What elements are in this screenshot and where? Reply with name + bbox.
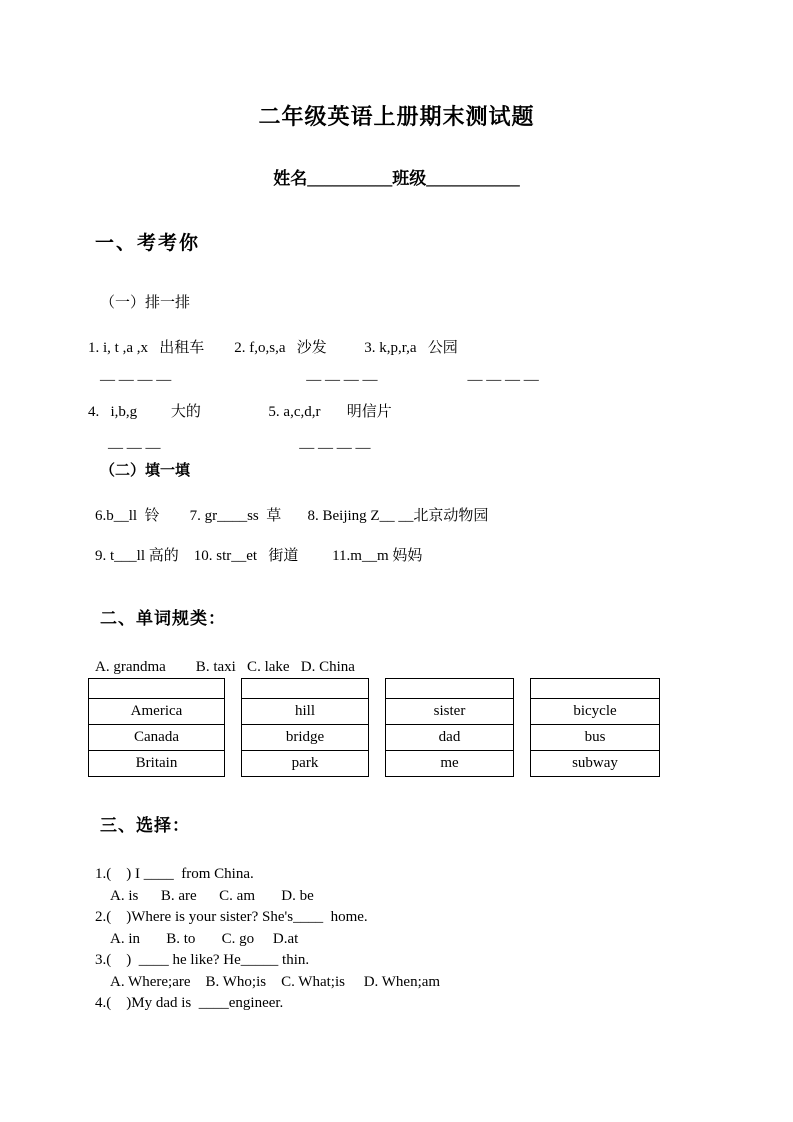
fill-in-line1: 6.b__ll 铃 7. gr____ss 草 8. Beijing Z__ __北京动物园 xyxy=(95,508,489,524)
name-class-line: 姓名__________班级___________ xyxy=(273,169,520,188)
word-cell: America xyxy=(89,699,225,725)
section1-sub2-heading: （二）填一填 xyxy=(100,463,191,479)
classification-tables xyxy=(88,678,660,777)
word-cell: bicycle xyxy=(531,699,660,725)
answer-cell xyxy=(89,679,225,699)
question-4: 4.( )My dad is ____engineer. xyxy=(95,995,284,1011)
word-cell: Britain xyxy=(89,751,225,777)
question-3: 3.( ) ____ he like? He_____ thin. xyxy=(95,952,310,968)
answer-dashes-line2: — — — — — — — xyxy=(108,440,371,456)
arrange-items-line1: 1. i, t ,a ,x 出租车 2. f,o,s,a 沙发 3. k,p,r,a 公园 xyxy=(88,340,458,356)
word-cell: subway xyxy=(531,751,660,777)
doc-title: 二年级英语上册期末测试题 xyxy=(258,104,535,129)
multiple-choice-questions xyxy=(95,864,440,1015)
word-cell: hill xyxy=(242,699,369,725)
category-table-family xyxy=(385,678,514,777)
word-cell: bridge xyxy=(242,725,369,751)
section1-heading: 一、考考你 xyxy=(95,233,201,254)
question-1-choices: A. is B. are C. am D. be xyxy=(95,887,314,904)
word-cell: park xyxy=(242,751,369,777)
answer-cell xyxy=(386,679,514,699)
section1-sub1-heading: （一）排一排 xyxy=(100,295,191,311)
word-cell: dad xyxy=(386,725,514,751)
question-3-choices: A. Where;are B. Who;is C. What;is D. When;am xyxy=(95,973,441,990)
section2-heading: 二、单词规类： xyxy=(100,609,226,628)
classification-options-line: A. grandma B. taxi C. lake D. China xyxy=(95,659,355,675)
word-cell: me xyxy=(386,751,514,777)
word-cell: bus xyxy=(531,725,660,751)
question-2: 2.( )Where is your sister? She's____ home. xyxy=(95,909,368,925)
question-1: 1.( ) I ____ from China. xyxy=(95,866,254,882)
answer-cell xyxy=(531,679,660,699)
answer-dashes-line1: — — — — — — — — — — — — xyxy=(100,372,539,388)
section3-heading: 三、选择： xyxy=(100,816,190,835)
fill-in-line2: 9. t___ll 高的 10. str__et 街道 11.m__m 妈妈 xyxy=(95,548,423,564)
arrange-items-line2: 4. i,b,g 大的 5. a,c,d,r 明信片 xyxy=(88,404,392,420)
category-table-countries xyxy=(88,678,225,777)
category-table-nature xyxy=(241,678,369,777)
category-table-transport xyxy=(530,678,660,777)
word-cell: sister xyxy=(386,699,514,725)
answer-cell xyxy=(242,679,369,699)
word-cell: Canada xyxy=(89,725,225,751)
question-2-choices: A. in B. to C. go D.at xyxy=(95,930,299,947)
